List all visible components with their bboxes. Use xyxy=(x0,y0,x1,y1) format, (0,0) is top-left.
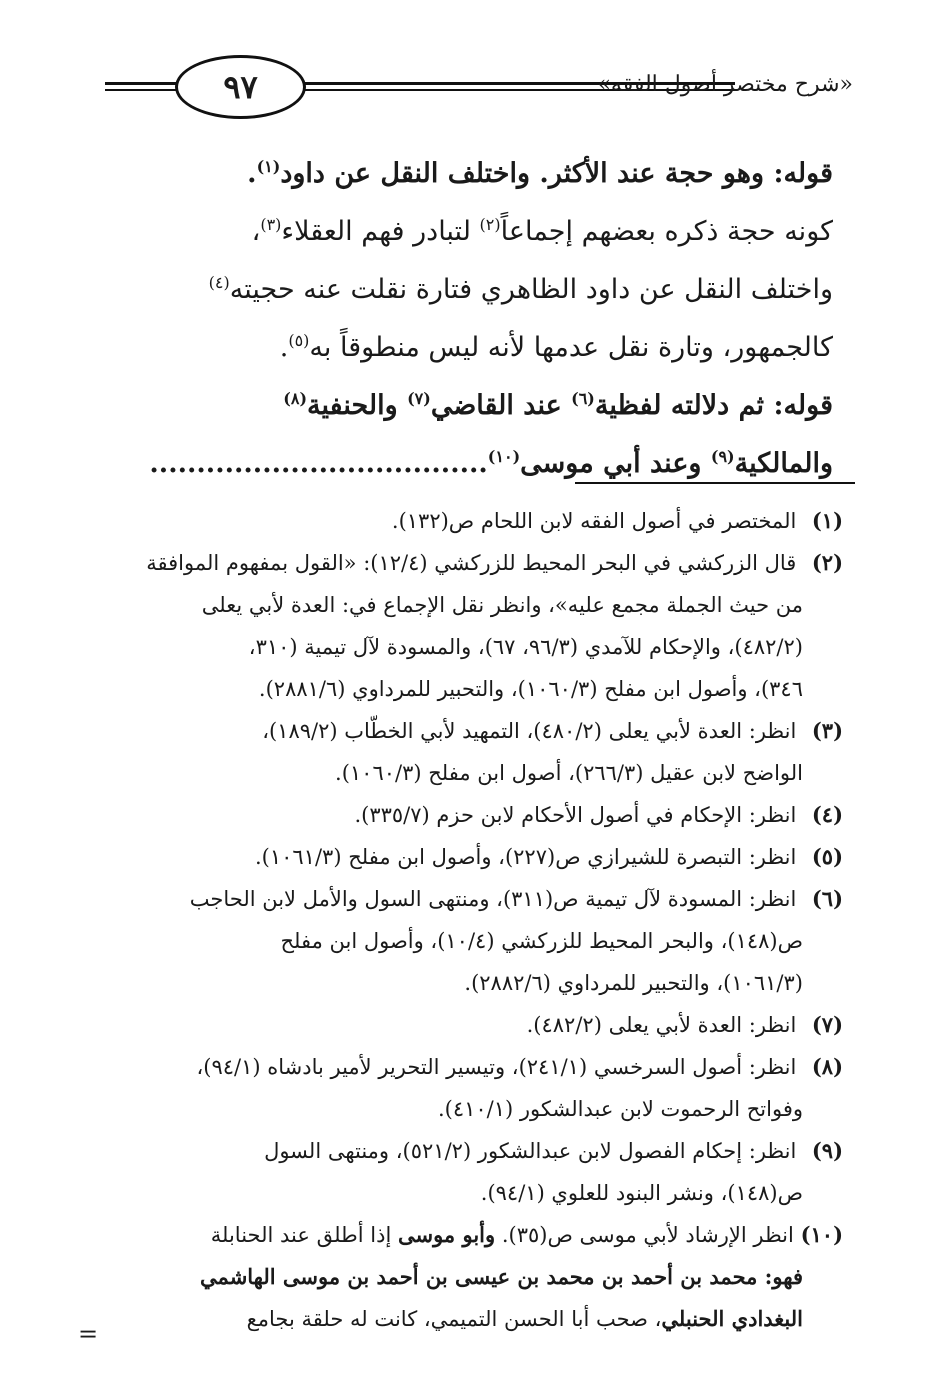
footnote-ref: (٩) xyxy=(710,447,735,466)
footnote-bold-name: وأبو موسى xyxy=(397,1222,496,1247)
footnote-9-cont xyxy=(108,1172,843,1214)
main-line-4 xyxy=(108,319,833,377)
footnote-text: الواضح لابن عقيل (٢٦٦/٣)، أصول ابن مفلح (١٠٦٠/٣). xyxy=(335,761,803,785)
text: كالجمهور، وتارة نقل عدمها لأنه ليس منطوقاً به xyxy=(309,332,833,363)
footnote-text: انظر: إحكام الفصول لابن عبدالشكور (٥٢١/٢)، ومنتهى السول xyxy=(264,1139,797,1163)
quote-text: وعند أبي موسى xyxy=(520,448,711,479)
footnote-4 xyxy=(108,794,843,836)
footnote-6-cont xyxy=(108,962,843,1004)
footnote-text: ص(١٤٨)، والبحر المحيط للزركشي (١٠/٤)، وأصول ابن مفلح xyxy=(280,929,803,953)
footnote-ref: (١) xyxy=(256,157,281,176)
text: كونه حجة ذكره بعضهم إجماعاً xyxy=(500,216,833,247)
footnote-6 xyxy=(108,878,843,920)
footnote-10-cont xyxy=(108,1256,843,1298)
footnote-10 xyxy=(108,1214,843,1256)
footnote-2-cont xyxy=(108,668,843,710)
footnote-3-cont xyxy=(108,752,843,794)
footnote-text: انظر: الإحكام في أصول الأحكام لابن حزم (٣٣٥/٧). xyxy=(354,803,797,827)
quote-text: والحنفية xyxy=(307,390,408,421)
footnote-2 xyxy=(108,542,843,584)
main-line-2 xyxy=(108,203,833,261)
footnote-3 xyxy=(108,710,843,752)
punct: . xyxy=(247,158,257,189)
footnote-text: ، صحب أبا الحسن التميمي، كانت له حلقة بجامع xyxy=(246,1307,662,1331)
footnote-text: انظر: التبصرة للشيرازي ص(٢٢٧)، وأصول ابن مفلح (١٠٦١/٣). xyxy=(254,845,797,869)
footnote-bold-name: فهو: محمد بن أحمد بن محمد بن عيسى بن أحمد بن موسى الهاشمي xyxy=(200,1264,803,1289)
footnote-text: إذا أطلق عند الحنابلة xyxy=(210,1223,398,1247)
footnote-text: انظر: أصول السرخسي (٢٤١/١)، وتيسير التحرير لأمير بادشاه (٩٤/١)، xyxy=(196,1055,797,1079)
footnote-number: (٤) xyxy=(811,802,843,827)
footnote-text: انظر الإرشاد لأبي موسى ص(٣٥). xyxy=(495,1223,794,1247)
footnote-2-cont xyxy=(108,626,843,668)
footnote-ref: (٢) xyxy=(479,215,501,234)
footnote-text: انظر: العدة لأبي يعلى (٤٨٠/٢)، التمهيد لأبي الخطّاب (١٨٩/٢)، xyxy=(262,719,797,743)
footnote-text: (١٠٦١/٣)، والتحبير للمرداوي (٢٨٨٢/٦). xyxy=(464,971,803,995)
quote-text: عند القاضي xyxy=(430,390,572,421)
footnote-10-cont xyxy=(108,1298,843,1340)
footnote-number: (١٠) xyxy=(800,1222,843,1247)
footnote-8 xyxy=(108,1046,843,1088)
footnote-number: (٦) xyxy=(811,886,843,911)
footnote-ref: (٦) xyxy=(571,389,595,408)
page-header xyxy=(95,50,853,130)
footnote-separator xyxy=(575,482,855,484)
continuation-mark: = xyxy=(78,1320,99,1348)
footnote-ref: (٤) xyxy=(208,273,230,292)
footnote-number: (٢) xyxy=(811,550,843,575)
footnote-number: (٩) xyxy=(811,1138,843,1163)
footnote-ref: (١٠) xyxy=(487,447,521,466)
footnote-text: ٣٤٦)، وأصول ابن مفلح (١٠٦٠/٣)، والتحبير للمرداوي (٢٨٨١/٦). xyxy=(258,677,803,701)
main-line-3 xyxy=(108,261,833,319)
footnote-9 xyxy=(108,1130,843,1172)
page-number: ٩٧ xyxy=(175,55,306,119)
footnote-1 xyxy=(108,500,843,542)
punct: ، xyxy=(251,216,261,247)
footnote-text: المختصر في أصول الفقه لابن اللحام ص(١٣٢). xyxy=(391,509,797,533)
text: واختلف النقل عن داود الظاهري فتارة نقلت عنه حجيته xyxy=(229,274,833,305)
book-title: «شرح مختصر أصول الفقه» xyxy=(597,72,853,97)
footnote-6-cont xyxy=(108,920,843,962)
footnote-text: وفواتح الرحموت لابن عبدالشكور (٤١٠/١). xyxy=(437,1097,803,1121)
punct: . xyxy=(279,332,289,363)
footnote-number: (٥) xyxy=(811,844,843,869)
quote-text: قوله: ثم دلالته لفظية xyxy=(594,390,833,421)
footnote-bold-name: البغدادي الحنبلي xyxy=(661,1306,803,1331)
footnote-ref: (٨) xyxy=(283,389,308,408)
footnote-text: من حيث الجملة مجمع عليه»، وانظر نقل الإجماع في: العدة لأبي يعلى xyxy=(201,593,803,617)
footnote-number: (٣) xyxy=(811,718,843,743)
quote-text: والمالكية xyxy=(734,448,833,479)
footnote-8-cont xyxy=(108,1088,843,1130)
main-line-1 xyxy=(108,145,833,203)
footnote-text: (٤٨٢/٢)، والإحكام للآمدي (٩٦/٣، ٦٧)، والمسودة لآل تيمية (٣١٠، xyxy=(248,635,803,659)
main-line-5 xyxy=(108,377,833,435)
footnote-ref: (٧) xyxy=(407,389,431,408)
main-text xyxy=(108,145,833,493)
footnote-ref: (٣) xyxy=(260,215,282,234)
footnote-number: (١) xyxy=(811,508,843,533)
ellipsis-dots: .................................... xyxy=(149,448,488,479)
footnote-text: انظر: العدة لأبي يعلى (٤٨٢/٢). xyxy=(526,1013,797,1037)
footnote-text: انظر: المسودة لآل تيمية ص(٣١١)، ومنتهى السول والأمل لابن الحاجب xyxy=(189,887,797,911)
text: لتبادر فهم العقلاء xyxy=(281,216,480,247)
footnote-text: ص(١٤٨)، ونشر البنود للعلوي (٩٤/١). xyxy=(480,1181,803,1205)
footnote-ref: (٥) xyxy=(288,331,310,350)
footnote-number: (٧) xyxy=(811,1012,843,1037)
footnotes xyxy=(108,500,843,1340)
footnote-5 xyxy=(108,836,843,878)
footnote-number: (٨) xyxy=(811,1054,843,1079)
footnote-2-cont xyxy=(108,584,843,626)
footnote-7 xyxy=(108,1004,843,1046)
footnote-text: قال الزركشي في البحر المحيط للزركشي (١٢/٤): «القول بمفهوم الموافقة xyxy=(146,551,797,575)
quote-text: قوله: وهو حجة عند الأكثر. واختلف النقل عن داود xyxy=(280,158,833,189)
main-line-6 xyxy=(108,435,833,493)
